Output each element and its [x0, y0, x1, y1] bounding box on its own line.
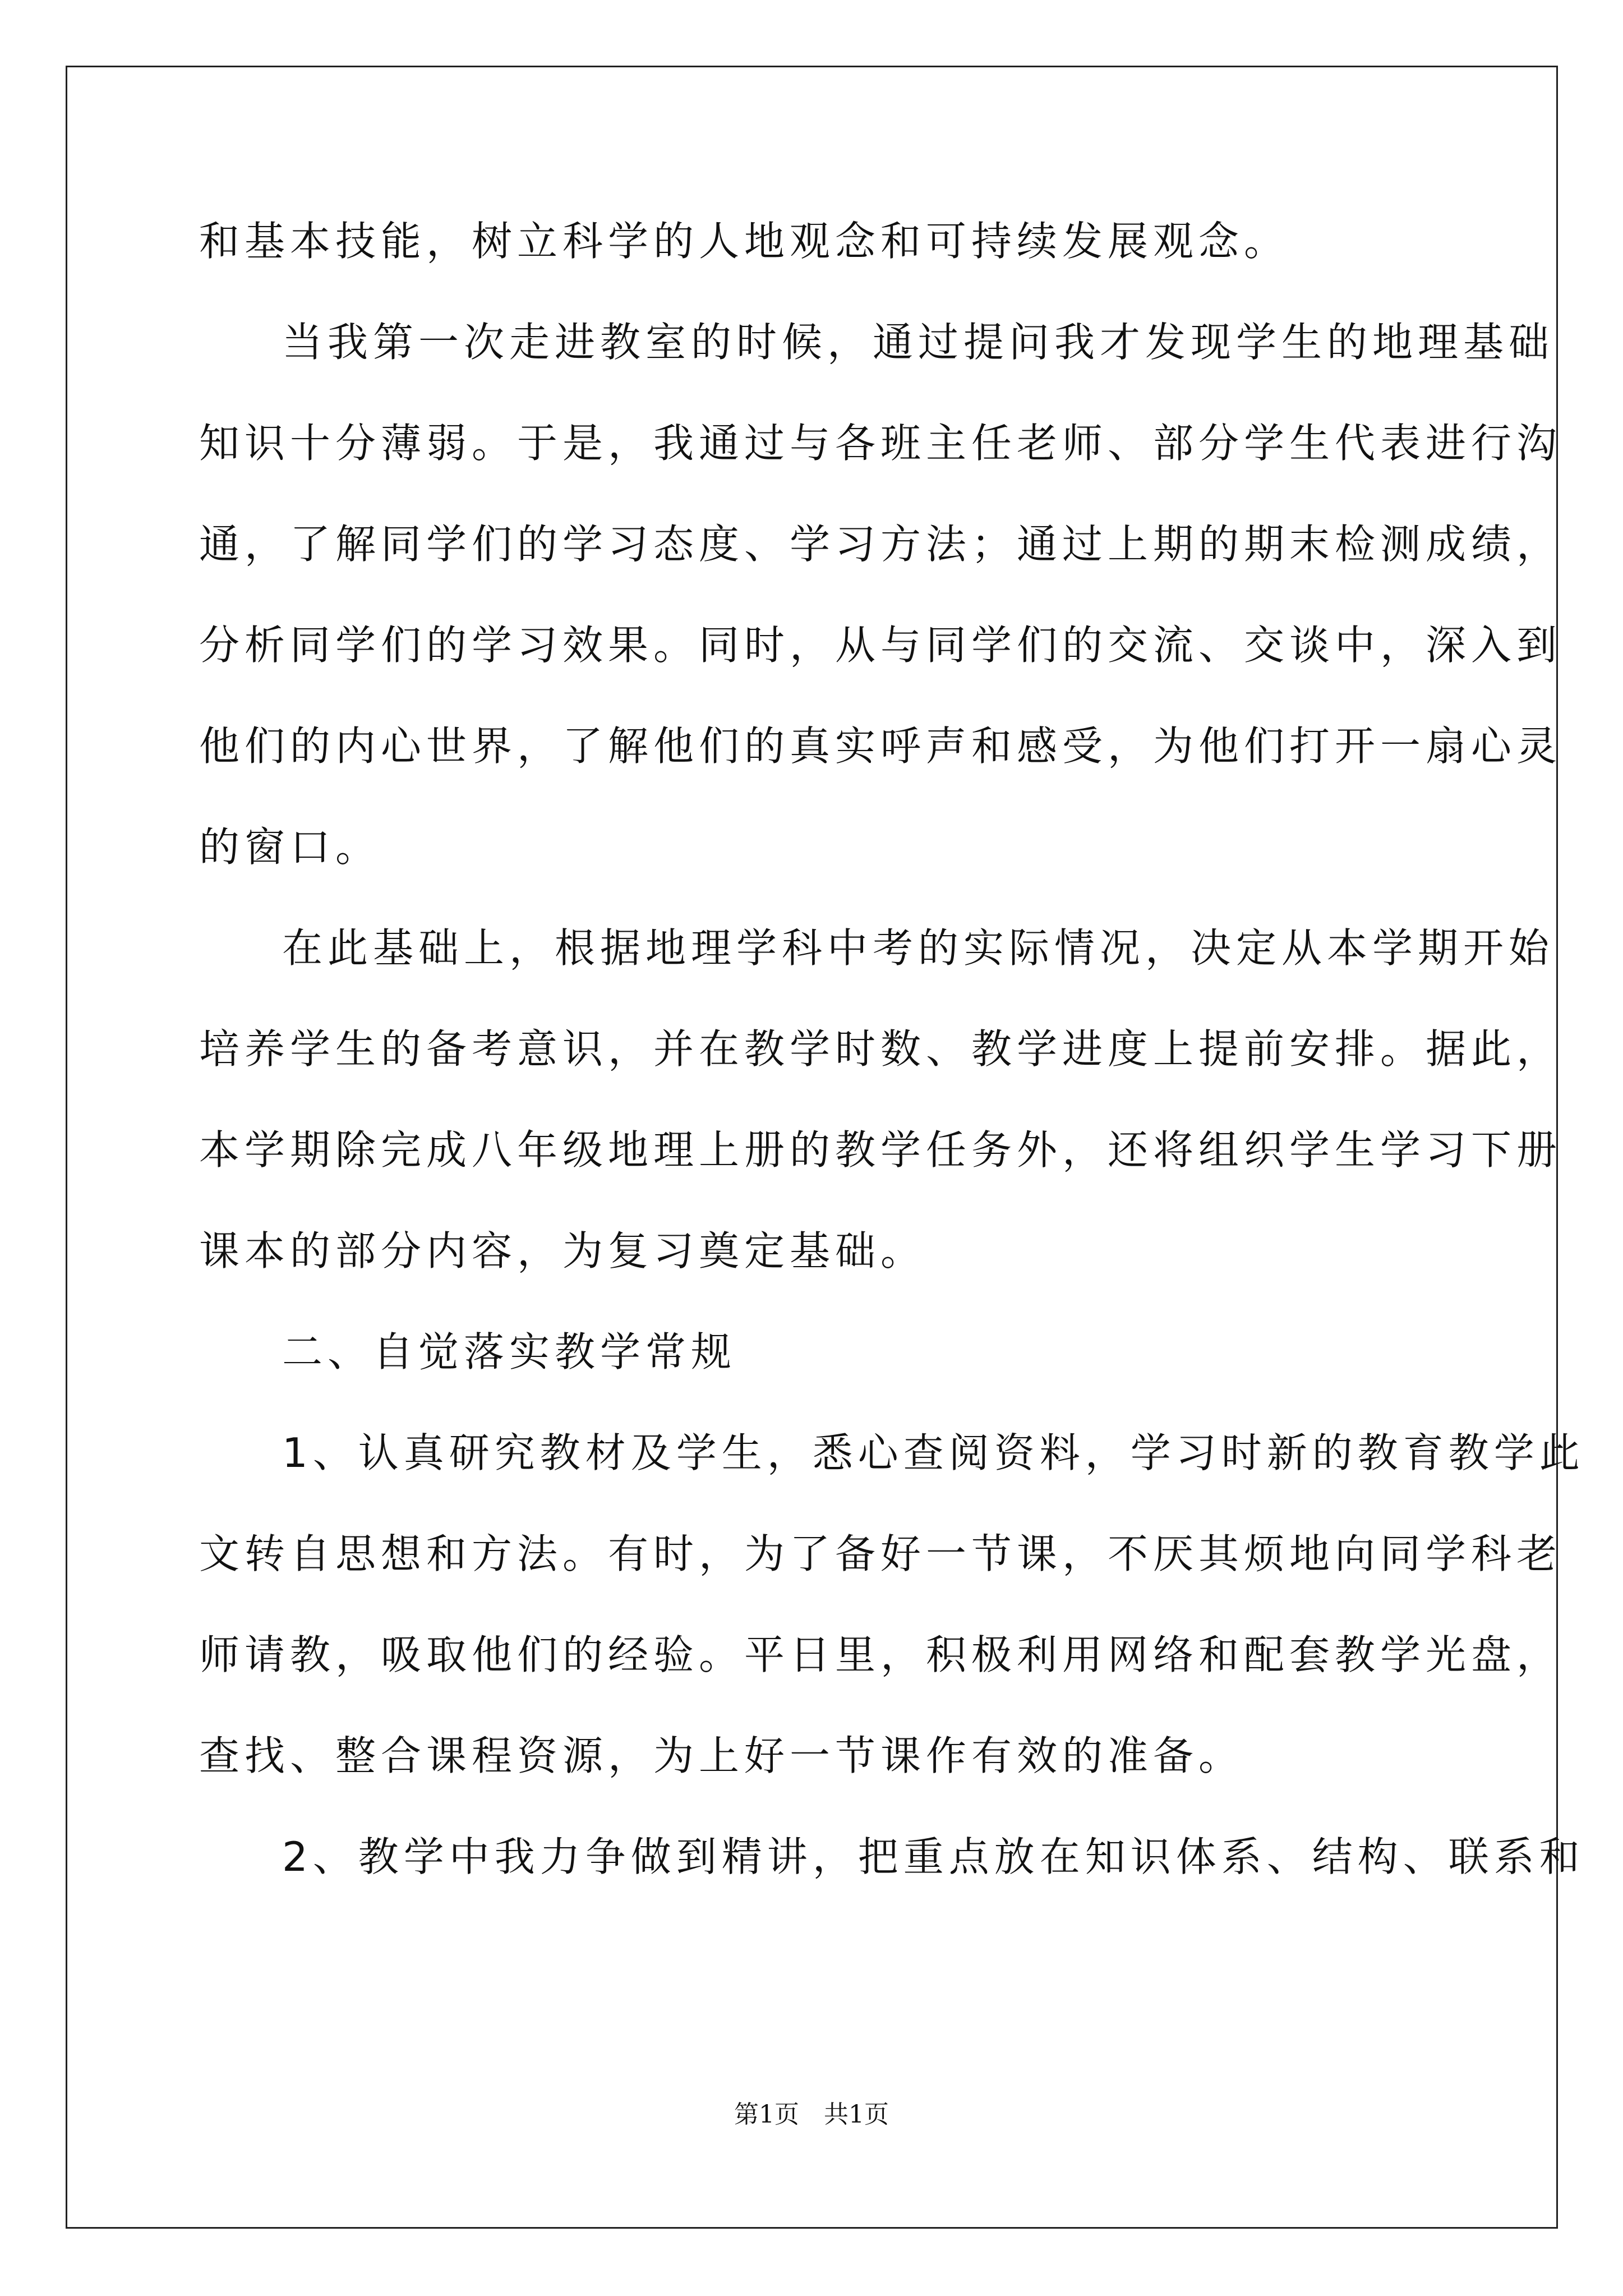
text-line: 和基本技能，树立科学的人地观念和可持续发展观念。 [199, 218, 1290, 265]
section-heading: 二、自觉落实教学常规 [282, 1328, 737, 1375]
text-line: 通，了解同学们的学习态度、学习方法；通过上期的期末检测成绩， [199, 521, 1562, 568]
text-line: 知识十分薄弱。于是，我通过与各班主任老师、部分学生代表进行沟 [199, 420, 1562, 467]
page-number-footer: 第1页 共1页 [734, 2100, 889, 2129]
text-line: 的窗口。 [199, 823, 381, 871]
text-line: 本学期除完成八年级地理上册的教学任务外，还将组织学生学习下册 [199, 1126, 1562, 1174]
text-line: 当我第一次走进教室的时候，通过提问我才发现学生的地理基础 [282, 319, 1555, 366]
text-line: 分析同学们的学习效果。同时，从与同学们的交流、交谈中，深入到 [199, 622, 1562, 669]
text-line: 他们的内心世界，了解他们的真实呼声和感受，为他们打开一扇心灵 [199, 723, 1562, 770]
text-line: 2、教学中我力争做到精讲，把重点放在知识体系、结构、联系和 [282, 1833, 1585, 1880]
text-line: 培养学生的备考意识，并在教学时数、教学进度上提前安排。据此， [199, 1025, 1562, 1073]
text-line: 在此基础上，根据地理学科中考的实际情况，决定从本学期开始 [282, 924, 1555, 972]
text-line: 查找、整合课程资源，为上好一节课作有效的准备。 [199, 1732, 1244, 1779]
text-line: 文转自思想和方法。有时，为了备好一节课，不厌其烦地向同学科老 [199, 1530, 1562, 1577]
text-line: 师请教，吸取他们的经验。平日里，积极利用网络和配套教学光盘， [199, 1631, 1562, 1678]
text-line: 课本的部分内容，为复习奠定基础。 [199, 1227, 926, 1274]
text-line: 1、认真研究教材及学生，悉心查阅资料，学习时新的教育教学此 [282, 1429, 1585, 1476]
